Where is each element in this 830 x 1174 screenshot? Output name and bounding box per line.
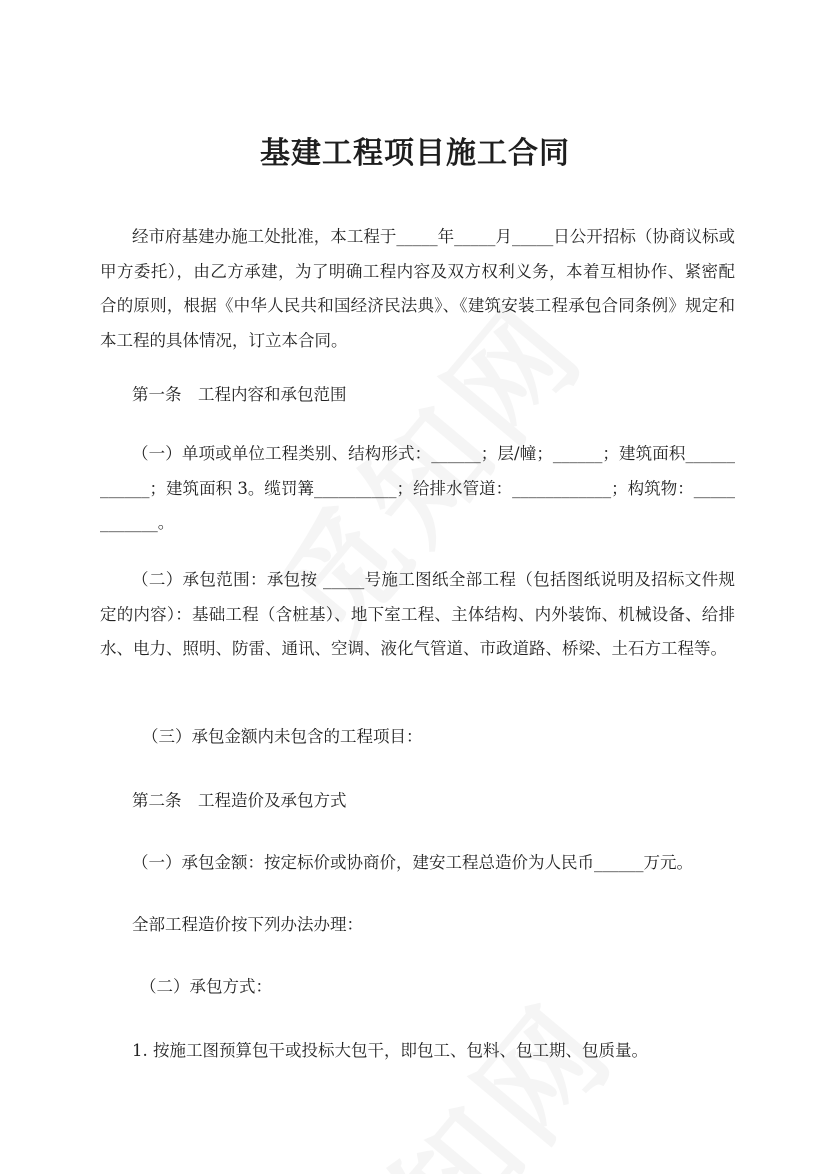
contract-mode-option-1: 1. 按施工图预算包干或投标大包干，即包工、包料、包工期、包质量。 (132, 1041, 648, 1060)
article-1-item-3: （三）承包金额内未包含的工程项目： (142, 727, 423, 746)
article-2-item-2: （二）承包方式： (140, 977, 272, 996)
article-2-heading: 第二条 工程造价及承包方式 (132, 791, 347, 810)
article-1-heading: 第一条 工程内容和承包范围 (132, 385, 347, 404)
article-1-item-2: （二）承包范围：承包按 _____号施工图纸全部工程（包括图纸说明及招标文件规定的内容）：基础工程（含桩基）、地下室工程、主体结构、内外装饰、机械设备、给排水、电力、照明、防雷、通讯、空调、液化气管道、市政道路、桥梁、土石方工程等。 (100, 570, 735, 658)
intro-paragraph: 经市府基建办施工处批准，本工程于_____年_____月_____日公开招标（协商议标或甲方委托），由乙方承建，为了明确工程内容及双方权利义务，本着互相协作、紧密配合的原则，根据《中华人民共和国经济民法典》、《建筑安装工程承包合同条例》规定和本工程的具体情况，订立本合同。 (100, 227, 735, 350)
pricing-method-line: 全部工程造价按下列办法办理： (132, 915, 363, 934)
article-1-item-1: （一）单项或单位工程类别、结构形式：______；层/幢；______；建筑面积____________；建筑面积 3。缆罚篝__________；给排水管道：____________；构筑物：____________。 (100, 444, 735, 532)
document-title: 基建工程项目施工合同 (260, 136, 570, 172)
article-2-item-1: （一）承包金额：按定标价或协商价，建安工程总造价为人民币______万元。 (132, 853, 693, 872)
